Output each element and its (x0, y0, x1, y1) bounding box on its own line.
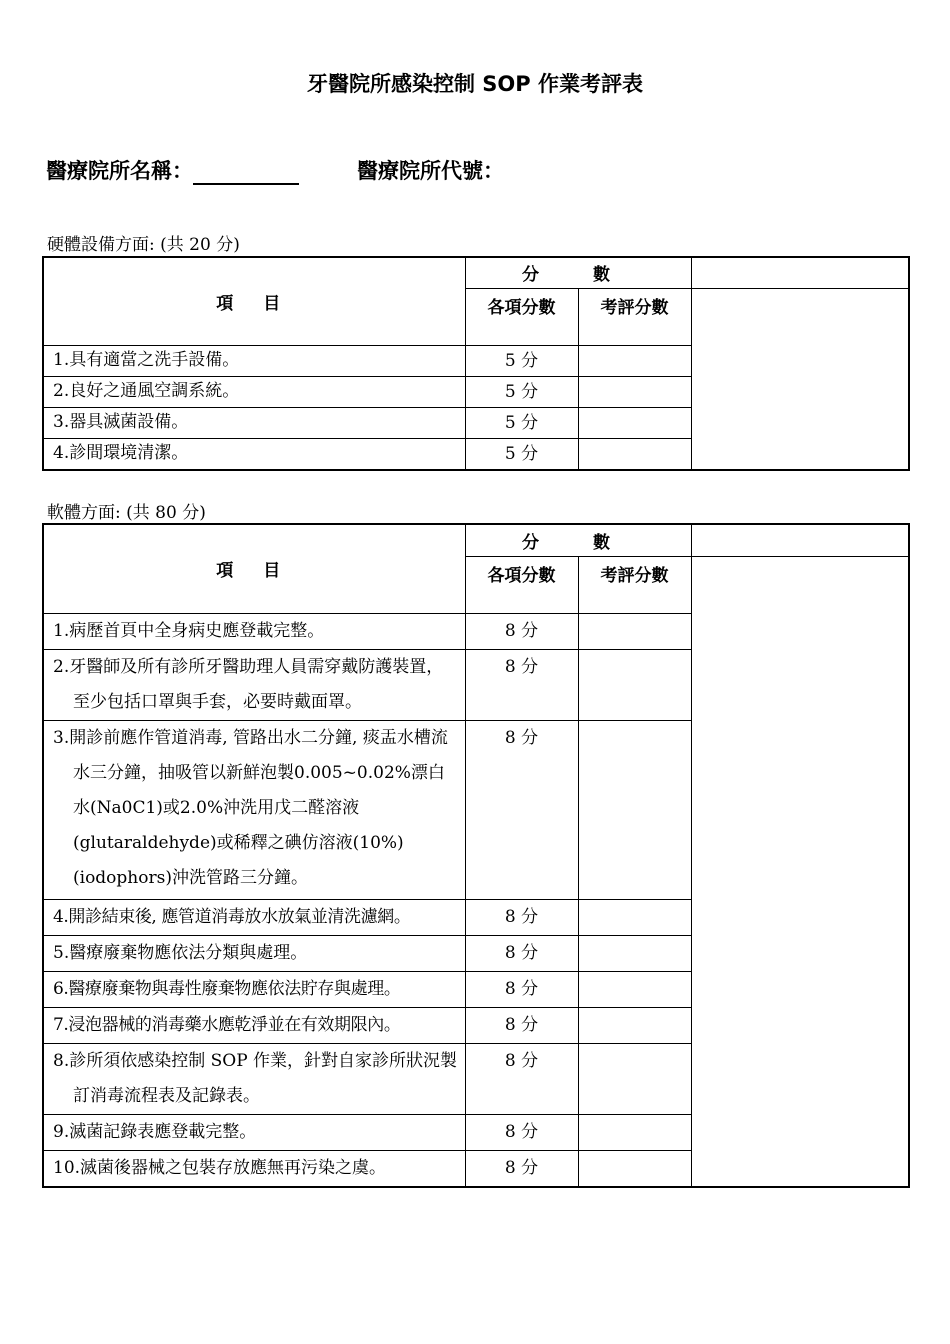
hospital-info-line (46, 155, 504, 185)
software-eval-9[interactable] (578, 1114, 691, 1150)
software-section-label: 軟體方面: (共 80 分) (47, 503, 206, 523)
hardware-eval-3[interactable] (578, 407, 691, 438)
hospital-name-blank (193, 159, 299, 185)
hardware-points-1: 5 分 (465, 345, 578, 376)
software-points-9: 8 分 (465, 1114, 578, 1150)
software-item-1 (43, 613, 465, 649)
hardware-header-remark (691, 257, 909, 288)
hardware-points-2: 5 分 (465, 376, 578, 407)
software-item-8 (43, 1043, 465, 1114)
hardware-section-label: 硬體設備方面: (共 20 分) (47, 235, 240, 255)
hospital-name-label: 醫療院所名稱： (46, 159, 193, 183)
software-points-4: 8 分 (465, 899, 578, 935)
software-item-9 (43, 1114, 465, 1150)
software-item-7-text: 7.浸泡器械的消毒藥水應乾淨並在有效期限內。 (53, 1014, 401, 1035)
software-table (42, 523, 910, 1188)
software-eval-2[interactable] (578, 649, 691, 720)
software-item-4-text: 4.開診結束後, 應管道消毒放水放氣並清洗濾網。 (53, 906, 411, 927)
software-header-eval: 考評分數 (578, 556, 691, 613)
software-item-6-text: 6.醫療廢棄物與毒性廢棄物應依法貯存與處理。 (53, 978, 401, 999)
hardware-header-item: 項 目 (43, 257, 465, 345)
software-points-7: 8 分 (465, 1007, 578, 1043)
software-item-1-text: 1.病歷首頁中全身病史應登載完整。 (53, 620, 325, 641)
software-item-3 (43, 720, 465, 899)
page-title: 牙醫院所感染控制 SOP 作業考評表 (307, 72, 643, 96)
software-eval-4[interactable] (578, 899, 691, 935)
software-item-8-text: 8.診所須依感染控制 SOP 作業，針對自家診所狀況製訂消毒流程表及記錄表。 (53, 1050, 458, 1106)
software-item-4 (43, 899, 465, 935)
software-item-7 (43, 1007, 465, 1043)
software-item-6 (43, 971, 465, 1007)
software-points-3: 8 分 (465, 720, 578, 899)
hardware-header-each: 各項分數 (465, 288, 578, 345)
software-item-5-text: 5.醫療廢棄物應依法分類與處理。 (53, 942, 308, 963)
software-item-10-text: 10.滅菌後器械之包裝存放應無再污染之虞。 (53, 1157, 387, 1178)
software-points-8: 8 分 (465, 1043, 578, 1114)
hardware-header-score: 分 數 (465, 257, 691, 288)
hardware-item-1: 1.具有適當之洗手設備。 (43, 345, 465, 376)
software-eval-8[interactable] (578, 1043, 691, 1114)
hardware-eval-4[interactable] (578, 438, 691, 470)
hospital-code-label: 醫療院所代號： (357, 159, 504, 183)
software-points-1: 8 分 (465, 613, 578, 649)
software-item-2-text: 2.牙醫師及所有診所牙醫助理人員需穿戴防護裝置，至少包括口罩與手套，必要時戴面罩。 (53, 656, 444, 712)
software-points-2: 8 分 (465, 649, 578, 720)
software-header-item: 項 目 (43, 524, 465, 613)
hardware-points-3: 5 分 (465, 407, 578, 438)
software-item-3-text: 3.開診前應作管道消毒, 管路出水二分鐘, 痰盂水槽流水三分鐘，抽吸管以新鮮泡製0.005~0.02%漂白水(Na0C1)或2.0%沖洗用戊二醛溶液(glutaraldehyde)或稀釋之碘仿溶液(10%)(iodophors)沖洗管路三分鐘。 (53, 727, 448, 888)
software-eval-1[interactable] (578, 613, 691, 649)
software-eval-10[interactable] (578, 1150, 691, 1187)
hardware-table (42, 256, 910, 471)
software-header-each: 各項分數 (465, 556, 578, 613)
software-remark-column (691, 556, 909, 1187)
hardware-item-2: 2.良好之通風空調系統。 (43, 376, 465, 407)
hardware-eval-1[interactable] (578, 345, 691, 376)
software-header-score: 分 數 (465, 524, 691, 556)
software-item-5 (43, 935, 465, 971)
software-header-remark (691, 524, 909, 556)
software-eval-5[interactable] (578, 935, 691, 971)
hardware-remark-column (691, 288, 909, 470)
hardware-eval-2[interactable] (578, 376, 691, 407)
hardware-header-eval: 考評分數 (578, 288, 691, 345)
software-points-5: 8 分 (465, 935, 578, 971)
software-item-10 (43, 1150, 465, 1187)
hardware-points-4: 5 分 (465, 438, 578, 470)
software-eval-6[interactable] (578, 971, 691, 1007)
software-item-2 (43, 649, 465, 720)
software-item-9-text: 9.滅菌記錄表應登載完整。 (53, 1121, 257, 1142)
software-eval-3[interactable] (578, 720, 691, 899)
software-points-10: 8 分 (465, 1150, 578, 1187)
hardware-item-3: 3.器具滅菌設備。 (43, 407, 465, 438)
hardware-item-4: 4.診間環境清潔。 (43, 438, 465, 470)
software-points-6: 8 分 (465, 971, 578, 1007)
software-eval-7[interactable] (578, 1007, 691, 1043)
